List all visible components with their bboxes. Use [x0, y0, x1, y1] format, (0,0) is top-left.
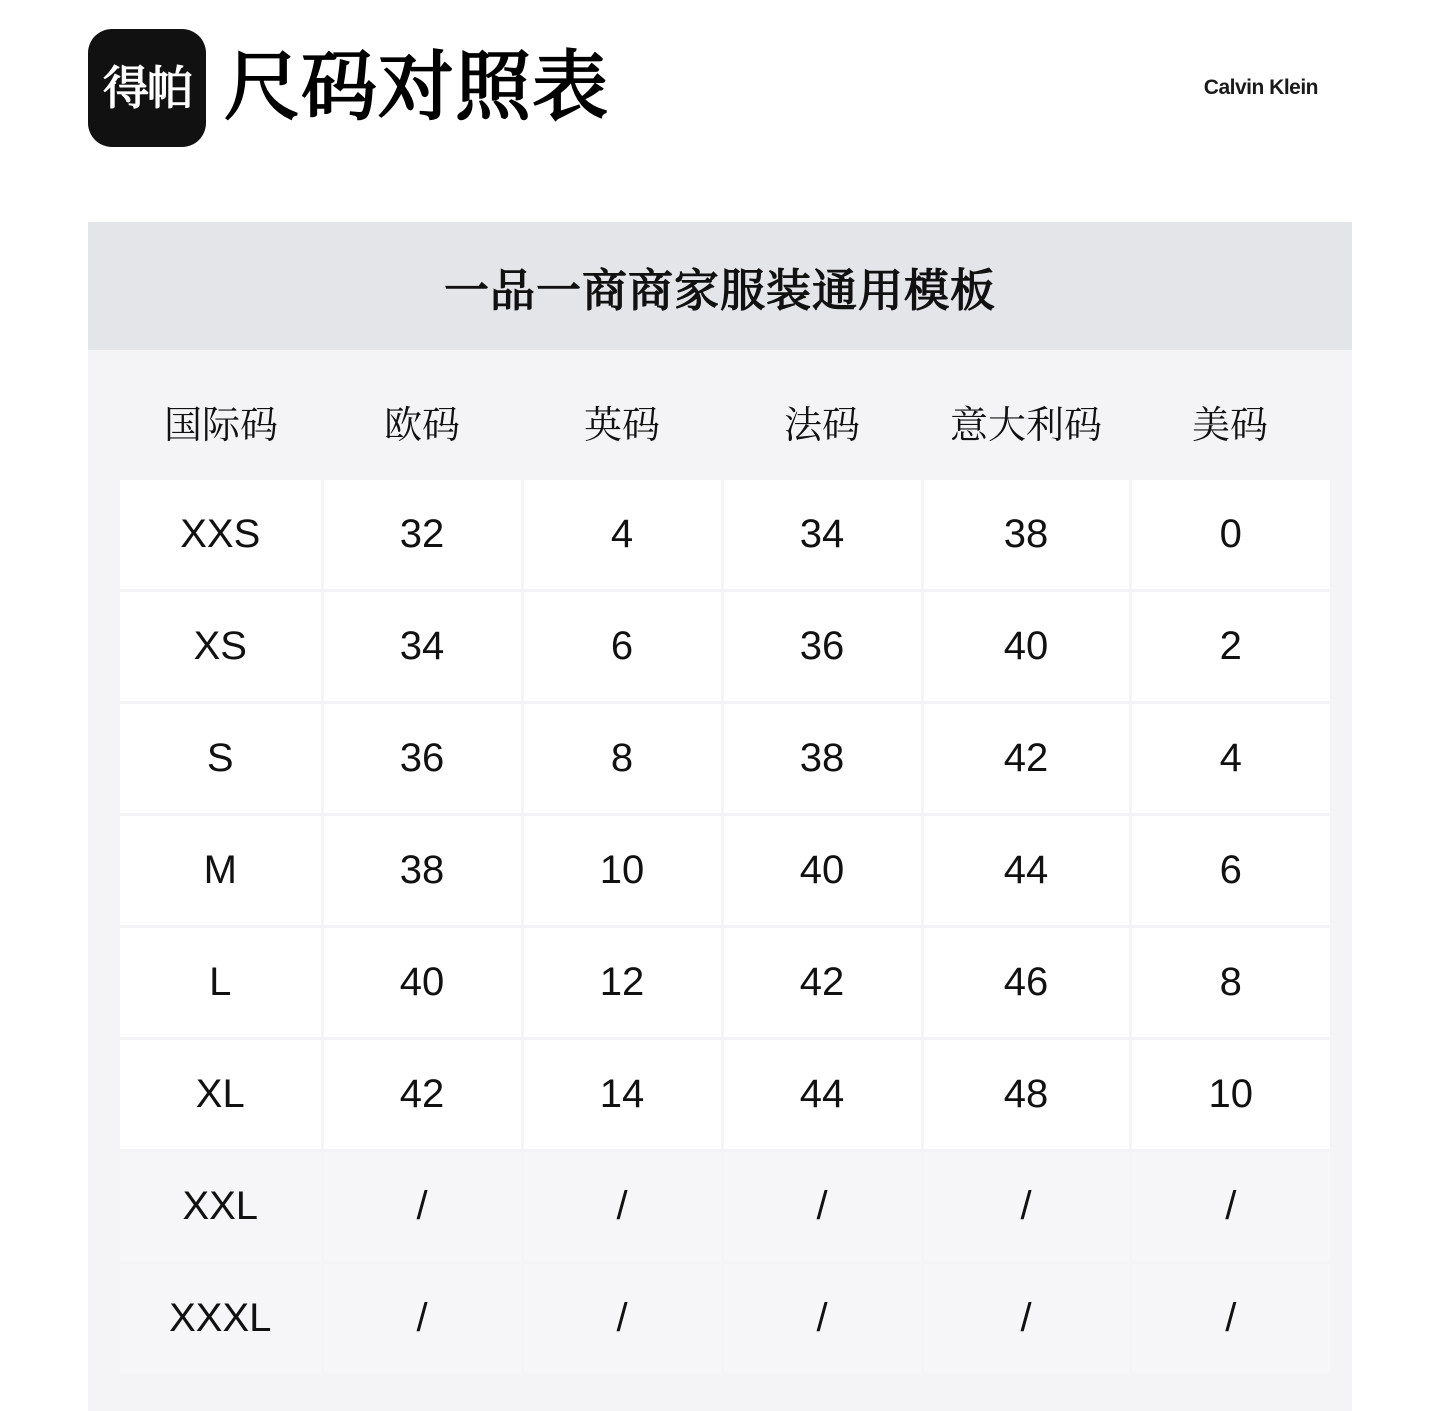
table-cell: 34 [722, 480, 922, 591]
column-header: 欧码 [322, 362, 522, 480]
table-cell: / [1130, 1263, 1330, 1374]
table-row [120, 703, 1330, 815]
table-cell: 42 [322, 1039, 522, 1151]
table-cell: / [722, 1151, 922, 1263]
table-cell: 40 [322, 927, 522, 1039]
table-cell: / [522, 1151, 722, 1263]
table-cell: 6 [1130, 815, 1330, 927]
table-cell: XS [120, 591, 322, 703]
table-cell: 38 [722, 703, 922, 815]
brand-logo-badge [88, 29, 206, 147]
table-row [120, 1151, 1330, 1263]
table-row [120, 927, 1330, 1039]
brand-row [88, 18, 1352, 158]
table-cell: 12 [522, 927, 722, 1039]
table-caption: 一品一商商家服装通用模板 [88, 222, 1352, 350]
table-cell: 36 [322, 703, 522, 815]
table-cell: 42 [922, 703, 1130, 815]
table-cell: 44 [722, 1039, 922, 1151]
header [88, 18, 1352, 178]
table-cell: / [522, 1263, 722, 1374]
table-cell: XXS [120, 480, 322, 591]
table-row [120, 1263, 1330, 1374]
table-cell: 0 [1130, 480, 1330, 591]
table-cell: L [120, 927, 322, 1039]
table-cell: XL [120, 1039, 322, 1151]
table-cell: 40 [722, 815, 922, 927]
table-cell: 14 [522, 1039, 722, 1151]
table-container [88, 362, 1352, 1411]
page-title: 尺码对照表 [224, 45, 609, 130]
brand-name: Calvin Klein [1203, 76, 1318, 99]
table-cell: 10 [1130, 1039, 1330, 1151]
table-cell: / [322, 1151, 522, 1263]
column-header: 英码 [522, 362, 722, 480]
table-row [120, 480, 1330, 591]
table-cell: 38 [322, 815, 522, 927]
table-cell: / [922, 1151, 1130, 1263]
table-cell: 8 [1130, 927, 1330, 1039]
table-cell: 6 [522, 591, 722, 703]
table-cell: 4 [522, 480, 722, 591]
column-header: 法码 [722, 362, 922, 480]
table-cell: 36 [722, 591, 922, 703]
table-cell: 42 [722, 927, 922, 1039]
table-cell: 2 [1130, 591, 1330, 703]
table-cell: XXXL [120, 1263, 322, 1374]
table-header-row [120, 362, 1330, 480]
table-cell: 32 [322, 480, 522, 591]
table-body [120, 480, 1330, 1373]
table-cell: 48 [922, 1039, 1130, 1151]
table-cell: / [722, 1263, 922, 1374]
table-row [120, 815, 1330, 927]
table-cell: / [1130, 1151, 1330, 1263]
table-cell: 44 [922, 815, 1130, 927]
column-header: 美码 [1130, 362, 1330, 480]
brand-logo-text: 得帕 [103, 61, 191, 115]
table-cell: 38 [922, 480, 1130, 591]
table-cell: 40 [922, 591, 1130, 703]
table-cell: 10 [522, 815, 722, 927]
table-head [120, 362, 1330, 480]
size-table [120, 362, 1330, 1373]
table-cell: 34 [322, 591, 522, 703]
panel-spacer-top [88, 350, 1352, 362]
table-row [120, 591, 1330, 703]
table-cell: 46 [922, 927, 1130, 1039]
size-table-panel [88, 222, 1352, 1411]
column-header: 国际码 [120, 362, 322, 480]
table-cell: / [322, 1263, 522, 1374]
table-cell: S [120, 703, 322, 815]
table-cell: XXL [120, 1151, 322, 1263]
table-cell: 4 [1130, 703, 1330, 815]
table-cell: / [922, 1263, 1130, 1374]
table-cell: M [120, 815, 322, 927]
table-row [120, 1039, 1330, 1151]
column-header: 意大利码 [922, 362, 1130, 480]
table-cell: 8 [522, 703, 722, 815]
